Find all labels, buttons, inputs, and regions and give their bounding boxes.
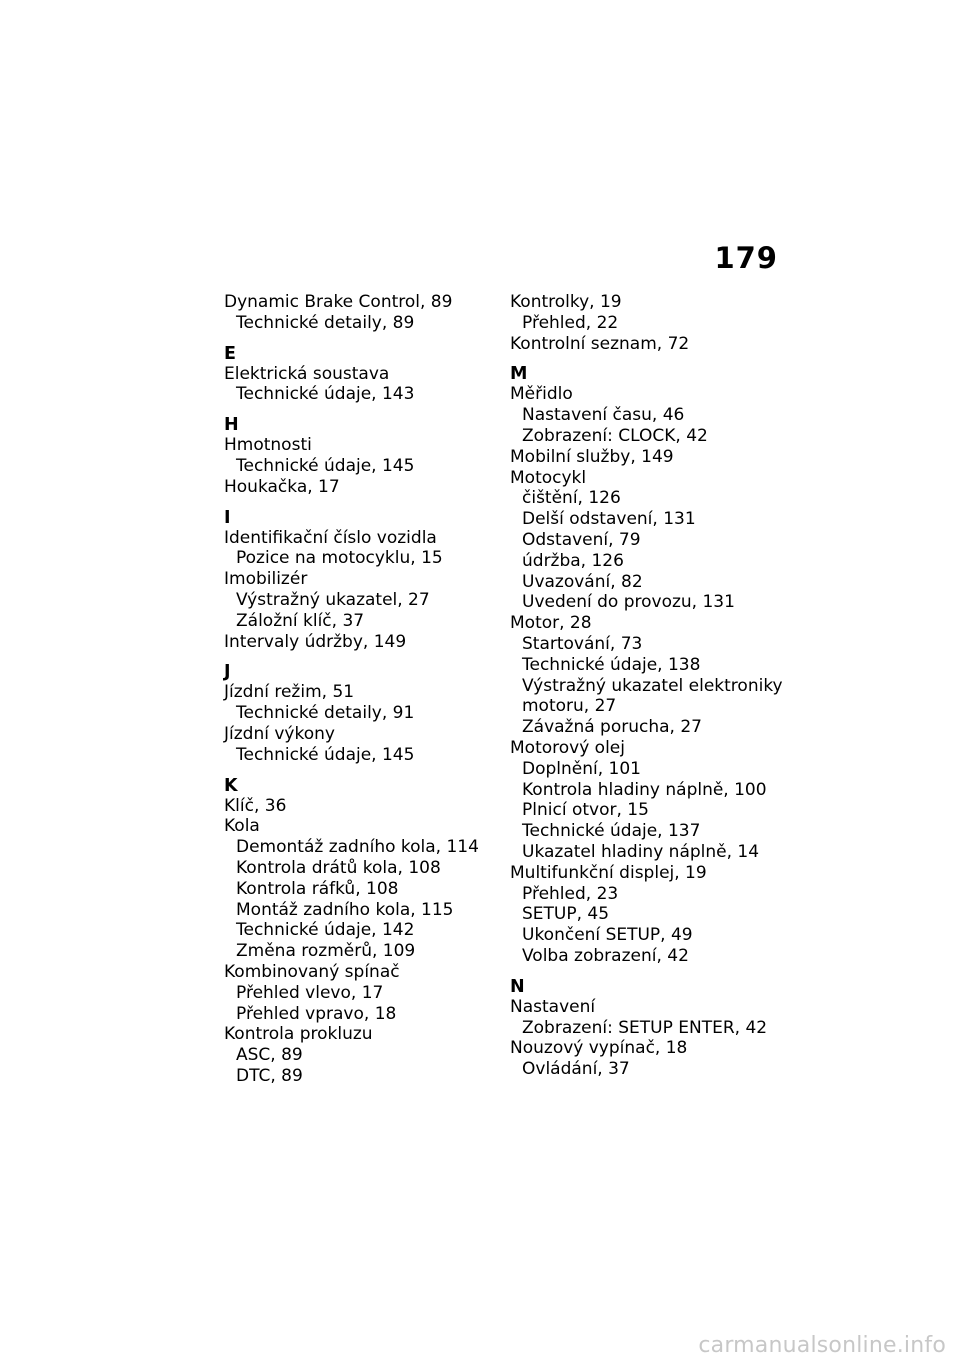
index-subentry: Záložní klíč, 37 [236,610,365,631]
index-entry: Jízdní výkony [224,723,335,744]
index-entry: Motor, 28 [510,613,592,634]
index-entry: Kola [224,816,260,837]
index-subentry: údržba, 126 [522,550,624,571]
index-entry: Dynamic Brake Control, 89 [224,292,453,312]
index-letter-heading: N [510,976,525,997]
index-subentry: Technické údaje, 145 [236,744,415,765]
index-subentry: Montáž zadního kola, 115 [236,899,454,920]
index-subentry: Technické údaje, 142 [236,920,415,941]
index-entry: Kontrolní seznam, 72 [510,333,690,354]
index-subentry-continuation: motoru, 27 [522,696,617,717]
index-subentry: Kontrola hladiny náplně, 100 [522,779,767,800]
index-subentry: Nastavení času, 46 [522,405,685,426]
index-subentry: Technické údaje, 143 [236,384,415,405]
index-entry: Nastavení [510,996,596,1017]
index-subentry: Delší odstavení, 131 [522,509,696,530]
index-letter-heading: E [224,343,236,364]
index-subentry: Volba zobrazení, 42 [522,945,689,966]
index-subentry: Odstavení, 79 [522,529,641,550]
index-entry: Identifikační číslo vozidla [224,527,437,548]
index-entry: Motocykl [510,467,587,488]
index-subentry: Technické údaje, 137 [522,821,701,842]
index-subentry: Přehled, 23 [522,883,619,904]
index-entry: Imobilizér [224,569,308,590]
index-subentry: Závažná porucha, 27 [522,717,702,738]
index-subentry: Technické údaje, 145 [236,455,415,476]
index-subentry: SETUP, 45 [522,904,610,925]
index-subentry: Přehled, 22 [522,312,619,333]
index-subentry: Uvazování, 82 [522,571,643,592]
index-column-left [224,292,499,1087]
index-subentry: Kontrola ráfků, 108 [236,878,399,899]
index-entry: Elektrická soustava [224,363,390,384]
index-subentry: Zobrazení: SETUP ENTER, 42 [522,1017,768,1038]
index-subentry: čištění, 126 [522,488,621,509]
index-letter-heading: J [224,662,231,683]
index-subentry: Technické detaily, 91 [236,703,415,724]
index-entry: Měřidlo [510,384,573,405]
index-subentry: Přehled vlevo, 17 [236,982,384,1003]
index-subentry: Ukončení SETUP, 49 [522,925,693,946]
index-entry: Kontrola prokluzu [224,1024,373,1045]
index-letter-heading: H [224,415,239,436]
index-subentry: Pozice na motocyklu, 15 [236,548,443,569]
index-subentry: Ukazatel hladiny náplně, 14 [522,841,760,862]
index-letter-heading: K [224,775,238,796]
index-letter-heading: M [510,364,528,385]
index-subentry: Plnicí otvor, 15 [522,800,649,821]
index-subentry: Demontáž zadního kola, 114 [236,837,479,858]
index-entry: Hmotnosti [224,435,312,456]
index-subentry: ASC, 89 [236,1045,303,1066]
page-number: 179 [714,241,778,275]
index-entry: Multifunkční displej, 19 [510,862,707,883]
index-subentry: Přehled vpravo, 18 [236,1003,397,1024]
index-subentry: Uvedení do provozu, 131 [522,592,735,613]
index-entry: Jízdní režim, 51 [224,682,355,703]
index-subentry: Zobrazení: CLOCK, 42 [522,425,708,446]
index-subentry: Kontrola drátů kola, 108 [236,857,441,878]
index-entry: Kontrolky, 19 [510,292,622,312]
index-letter-heading: I [224,507,231,528]
index-entry: Intervaly údržby, 149 [224,631,407,652]
index-entry: Nouzový vypínač, 18 [510,1038,688,1059]
index-subentry: Doplnění, 101 [522,758,641,779]
index-entry: Klíč, 36 [224,795,287,816]
index-entry: Kombinovaný spínač [224,961,400,982]
index-subentry: Technické detaily, 89 [236,312,415,333]
index-entry: Mobilní služby, 149 [510,446,674,467]
index-entry: Motorový olej [510,737,625,758]
index-subentry: Technické údaje, 138 [522,654,701,675]
index-subentry: Změna rozměrů, 109 [236,941,416,962]
index-subentry: Startování, 73 [522,633,643,654]
index-subentry: Výstražný ukazatel elektroniky [522,675,783,696]
index-subentry: Výstražný ukazatel, 27 [236,589,430,610]
index-column-right [510,292,785,1080]
watermark: carmanualsonline.info [698,1333,946,1358]
index-entry: Houkačka, 17 [224,476,340,497]
index-subentry: DTC, 89 [236,1065,303,1086]
index-subentry: Ovládání, 37 [522,1059,630,1080]
